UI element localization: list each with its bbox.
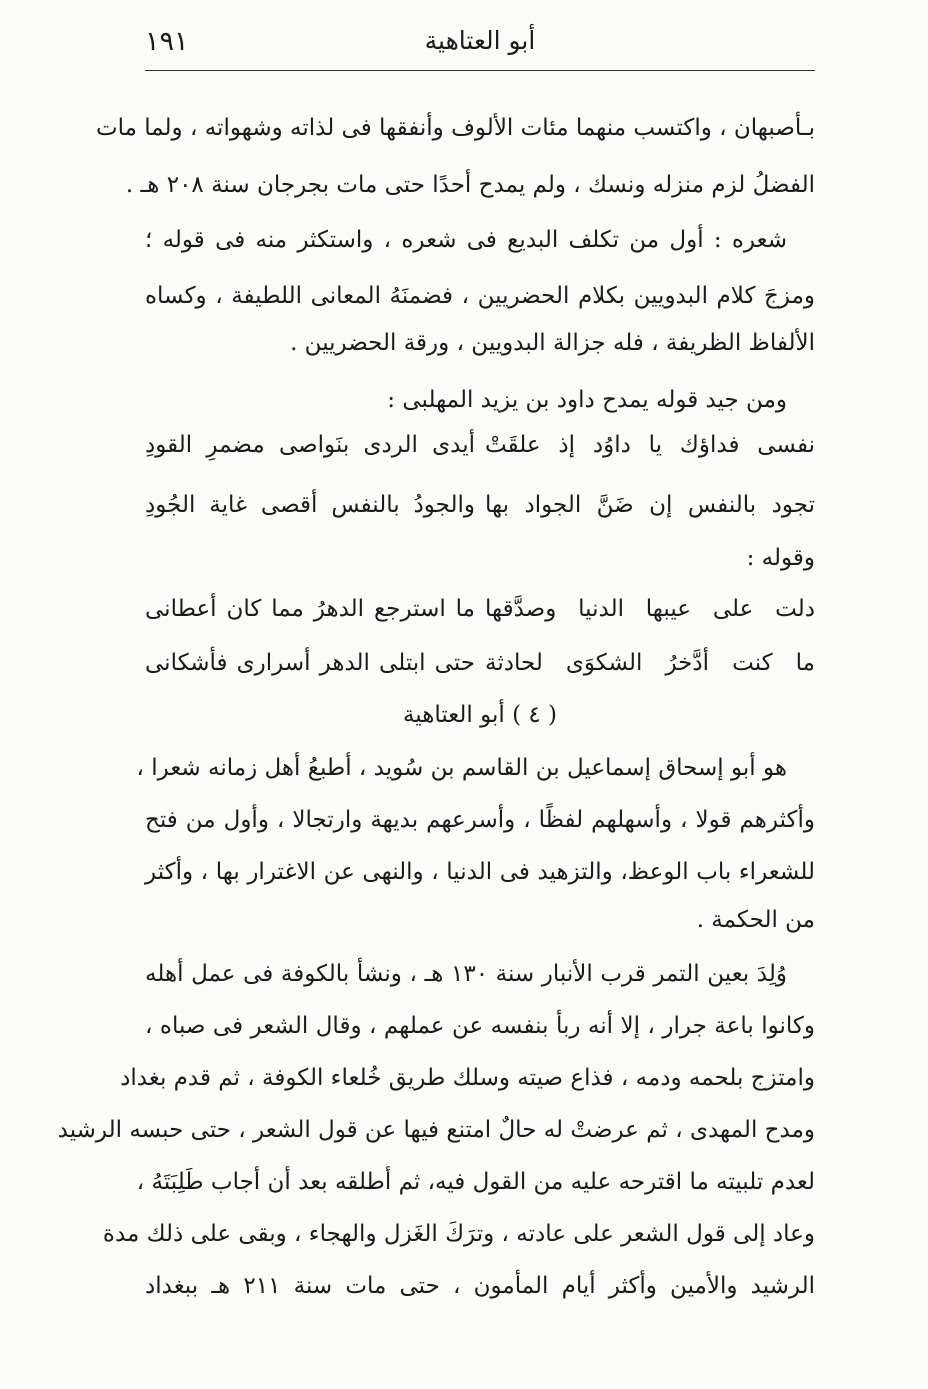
text-line: وُلِدَ بعين التمر قرب الأنبار سنة ١٣٠ هـ ، ونشأ بالكوفة فى عمل أهله: [145, 961, 787, 987]
verse-line: [145, 582, 815, 636]
hemistich: أيدى الردى بنَواصى مضمرِ القودِ: [145, 432, 475, 458]
section-heading: ( ٤ ) أبو العتاهية: [402, 702, 558, 728]
text-line: ومدح المهدى ، ثم عرضتْ له حالٌ امتنع فيها عن قول الشعر ، حتى حبسه الرشيد: [57, 1117, 815, 1143]
hemistich: ما استرجع الدهرُ مما كان أعطانى: [145, 596, 475, 622]
text-line: للشعراء باب الوعظ، والتزهيد فى الدنيا ، والنهى عن الاغترار بها ، وأكثر: [145, 859, 815, 885]
text-line: وأكثرهم قولا ، وأسهلهم لفظًا ، وأسرعهم بديهة وارتجالا ، وأول من فتح: [145, 807, 815, 833]
text-line: من الحكمة .: [696, 907, 815, 933]
text-line: وكانوا باعة جرار ، إلا أنه ربأ بنفسه عن عملهم ، وقال الشعر فى صباه ،: [145, 1013, 815, 1039]
running-title: أبو العتاهية: [424, 26, 536, 55]
text-line: وقوله :: [746, 545, 815, 571]
text-line: ومن جيد قوله يمدح داود بن يزيد المهلبى :: [387, 387, 787, 413]
verse-line: [145, 636, 815, 690]
header-rule: [145, 70, 815, 71]
text-line: الفضلُ لزم منزله ونسك ، ولم يمدح أحدًا حتى مات بجرجان سنة ٢٠٨ هـ .: [125, 172, 815, 198]
verse-line: [145, 478, 815, 532]
hemistich: والجودُ بالنفس أقصى غاية الجُودِ: [145, 492, 475, 518]
text-line: الألفاظ الظريفة ، فله جزالة البدويين ، ورقة الحضريين .: [290, 330, 815, 356]
text-line: ومزجَ كلام البدويين بكلام الحضريين ، فضمنَهُ المعانى اللطيفة ، وكساه: [145, 283, 816, 309]
text-line: لعدم تلبيته ما اقترحه عليه من القول فيه، ثم أطلقه بعد أن أجاب طَلِبَتَهُ ،: [136, 1169, 815, 1195]
verse-line: [145, 418, 815, 472]
page-header: [145, 22, 815, 66]
hemistich: حتى ابتلى الدهر أسرارى فأشكانى: [145, 650, 475, 676]
text-line: بـأصبهان ، واكتسب منهما مئات الألوف وأنفقها فى لذاته وشهواته ، ولما مات: [95, 115, 815, 141]
hemistich: نفسى فداؤك يا داوُد إذ علقَتْ: [485, 432, 815, 458]
text-line: شعره : أول من تكلف البديع فى شعره ، واستكثر منه فى قوله ؛: [145, 227, 787, 253]
text-line: وامتزج بلحمه ودمه ، فذاع صيته وسلك طريق خُلعاء الكوفة ، ثم قدم بغداد: [120, 1065, 815, 1091]
hemistich: دلت على عيبها الدنيا وصدَّقها: [485, 596, 815, 622]
text-line: هو أبو إسحاق إسماعيل بن القاسم بن سُويد ، أطبعُ أهل زمانه شعرا ،: [136, 755, 787, 781]
page-number: ١٩١: [145, 26, 189, 57]
hemistich: تجود بالنفس إن ضَنَّ الجواد بها: [485, 492, 815, 518]
hemistich: ما كنت أدَّخرُ الشكوَى لحادثة: [485, 650, 815, 676]
text-line: الرشيد والأمين وأكثر أيام المأمون ، حتى مات سنة ٢١١ هـ ببغداد: [145, 1273, 815, 1299]
text-line: وعاد إلى قول الشعر على عادته ، وترَكَ الغَزل والهجاء ، وبقى على ذلك مدة: [102, 1221, 815, 1247]
